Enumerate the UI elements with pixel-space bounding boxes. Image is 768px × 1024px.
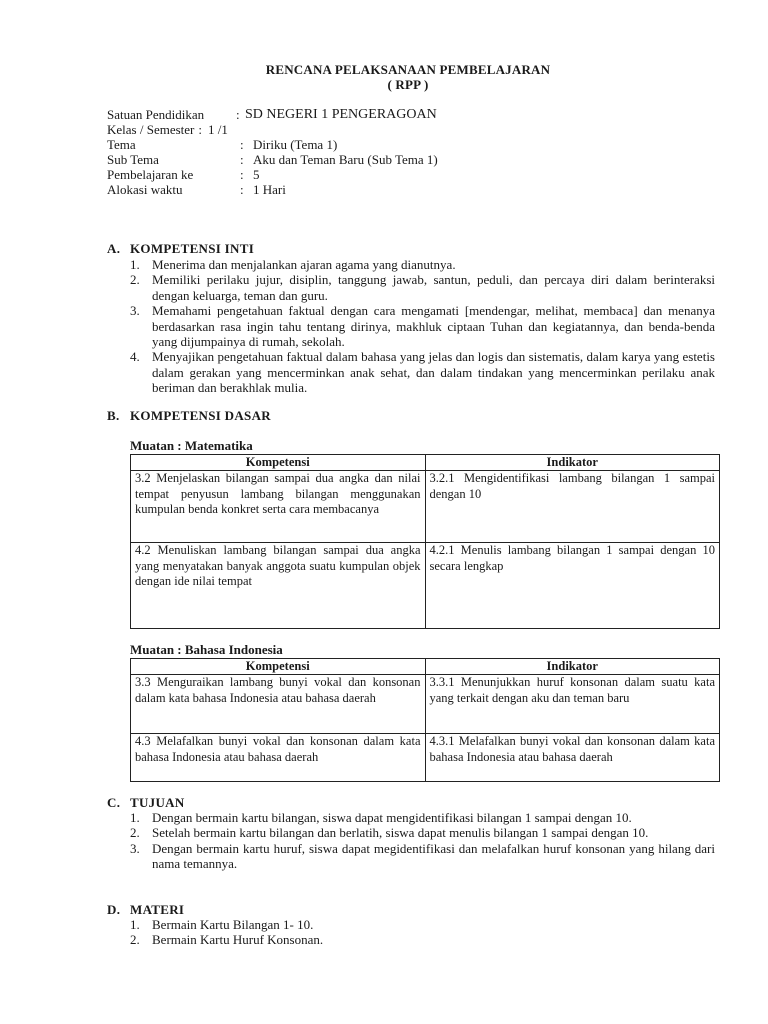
list-item bbox=[130, 810, 715, 825]
info-row bbox=[107, 167, 438, 182]
document-title: RENCANA PELAKSANAAN PEMBELAJARAN bbox=[265, 62, 551, 77]
section-letter: B. bbox=[107, 408, 120, 423]
tujuan-list bbox=[130, 810, 715, 872]
list-item bbox=[130, 303, 715, 349]
item-number: 3. bbox=[130, 303, 140, 319]
item-number: 1. bbox=[130, 917, 140, 932]
info-row bbox=[107, 137, 438, 152]
info-row bbox=[107, 122, 438, 137]
info-label: Kelas / Semester bbox=[107, 122, 195, 137]
info-separator: : bbox=[198, 122, 202, 137]
section-letter: D. bbox=[107, 902, 121, 917]
list-item bbox=[130, 257, 715, 272]
materi-list bbox=[130, 917, 715, 948]
list-item bbox=[130, 825, 715, 840]
item-text: Setelah bermain kartu bilangan dan berlatih, siswa dapat menulis bilangan 1 sampai dengan 10. bbox=[152, 825, 649, 841]
info-row bbox=[107, 182, 438, 197]
section-c-heading bbox=[107, 795, 185, 811]
table-cell: 3.3 Menguraikan lambang bunyi vokal dan konsonan dalam kata bahasa Indonesia atau bahasa daerah bbox=[131, 675, 426, 734]
info-label: Sub Tema bbox=[107, 152, 159, 167]
matematika-table bbox=[130, 454, 720, 629]
info-label: Satuan Pendidikan bbox=[107, 107, 205, 122]
item-text: Menyajikan pengetahuan faktual dalam bahasa yang jelas dan logis dan sistematis, dalam karya yang estetis dalam gerakan yang mencerminkan anak sehat, dan dalam tindakan yang mencerminkan perilaku anak beriman dan berakhlak mulia. bbox=[152, 349, 715, 396]
section-title: KOMPETENSI INTI bbox=[130, 241, 255, 256]
table-row bbox=[131, 543, 720, 629]
column-header: Kompetensi bbox=[131, 659, 426, 675]
table-cell: 3.2.1 Mengidentifikasi lambang bilangan 1 sampai dengan 10 bbox=[425, 471, 720, 543]
table-cell: 4.2 Menuliskan lambang bilangan sampai dua angka yang menyatakan banyak anggota suatu kumpulan objek dengan ide nilai tempat bbox=[131, 543, 426, 629]
info-value: Aku dan Teman Baru (Sub Tema 1) bbox=[253, 152, 438, 167]
item-text: Memahami pengetahuan faktual dengan cara mengamati [mendengar, melihat, membaca] dan menanya berdasarkan rasa ingin tahu tentang dirinya, makhluk ciptaan Tuhan dan kegiatannya, dan benda-benda yang dijumpainya di rumah, sekolah. bbox=[152, 303, 715, 350]
info-label: Pembelajaran ke bbox=[107, 167, 194, 182]
table-cell: 4.3.1 Melafalkan bunyi vokal dan konsonan dalam kata bahasa Indonesia atau bahasa daerah bbox=[425, 734, 720, 782]
info-label: Tema bbox=[107, 137, 136, 152]
list-item bbox=[130, 917, 715, 932]
item-text: Memiliki perilaku jujur, disiplin, tanggung jawab, santun, peduli, dan percaya diri dalam berinteraksi dengan keluarga, teman dan guru. bbox=[152, 272, 715, 303]
info-value: 5 bbox=[253, 167, 260, 182]
item-number: 2. bbox=[130, 932, 140, 948]
info-value: 1 /1 bbox=[208, 122, 228, 137]
section-title: KOMPETENSI DASAR bbox=[130, 408, 271, 423]
identity-block bbox=[107, 107, 438, 197]
list-item bbox=[130, 349, 715, 395]
section-d-heading bbox=[107, 902, 184, 918]
table-row bbox=[131, 675, 720, 734]
item-text: Menerima dan menjalankan ajaran agama yang dianutnya. bbox=[152, 257, 456, 272]
info-value: SD NEGERI 1 PENGERAGOAN bbox=[245, 107, 437, 122]
document-subtitle: ( RPP ) bbox=[387, 77, 429, 92]
list-item bbox=[130, 272, 715, 303]
info-separator: : bbox=[240, 182, 244, 197]
section-b-heading bbox=[107, 408, 271, 424]
section-a-heading bbox=[107, 241, 254, 257]
item-text: Bermain Kartu Huruf Konsonan. bbox=[152, 932, 324, 948]
bahasa-indonesia-table bbox=[130, 658, 720, 782]
section-title: MATERI bbox=[130, 902, 185, 917]
column-header: Kompetensi bbox=[131, 455, 426, 471]
info-label: Alokasi waktu bbox=[107, 182, 183, 197]
table-cell: 4.2.1 Menulis lambang bilangan 1 sampai dengan 10 secara lengkap bbox=[425, 543, 720, 629]
item-text: Dengan bermain kartu huruf, siswa dapat megidentifikasi dan melafalkan huruf konsonan yang hilang dari nama temannya. bbox=[152, 840, 715, 872]
table-cell: 3.3.1 Menunjukkan huruf konsonan dalam suatu kata yang terkait dengan aku dan teman baru bbox=[425, 675, 720, 734]
section-title: TUJUAN bbox=[130, 795, 185, 810]
table-cell: 3.2 Menjelaskan bilangan sampai dua angka dan nilai tempat penyusun lambang bilangan menggunakan kumpulan benda konkret serta cara membacanya bbox=[131, 471, 426, 543]
info-value: Diriku (Tema 1) bbox=[253, 137, 338, 152]
info-separator: : bbox=[240, 152, 244, 167]
item-number: 2. bbox=[130, 272, 140, 288]
column-header: Indikator bbox=[425, 659, 720, 675]
section-letter: A. bbox=[107, 241, 121, 256]
table-header-row bbox=[131, 455, 720, 471]
table-header-row bbox=[131, 659, 720, 675]
muatan-bahasa-indonesia-label: Muatan : Bahasa Indonesia bbox=[130, 642, 283, 657]
list-item bbox=[130, 841, 715, 872]
muatan-matematika-label: Muatan : Matematika bbox=[130, 438, 253, 453]
item-number: 1. bbox=[130, 257, 140, 272]
kompetensi-inti-list bbox=[130, 257, 715, 396]
column-header: Indikator bbox=[425, 455, 720, 471]
table-row bbox=[131, 734, 720, 782]
list-item bbox=[130, 932, 715, 947]
info-separator: : bbox=[240, 137, 244, 152]
item-number: 1. bbox=[130, 810, 140, 825]
info-row bbox=[107, 107, 438, 122]
table-row bbox=[131, 471, 720, 543]
info-separator: : bbox=[236, 107, 240, 122]
info-row bbox=[107, 152, 438, 167]
table-cell: 4.3 Melafalkan bunyi vokal dan konsonan dalam kata bahasa Indonesia atau bahasa daerah bbox=[131, 734, 426, 782]
info-value: 1 Hari bbox=[253, 182, 286, 197]
item-number: 2. bbox=[130, 825, 140, 841]
item-number: 4. bbox=[130, 349, 140, 365]
item-number: 3. bbox=[130, 840, 140, 856]
item-text: Dengan bermain kartu bilangan, siswa dapat mengidentifikasi bilangan 1 sampai dengan 10. bbox=[152, 810, 632, 825]
info-separator: : bbox=[240, 167, 244, 182]
section-letter: C. bbox=[107, 795, 121, 810]
item-text: Bermain Kartu Bilangan 1- 10. bbox=[152, 917, 314, 932]
